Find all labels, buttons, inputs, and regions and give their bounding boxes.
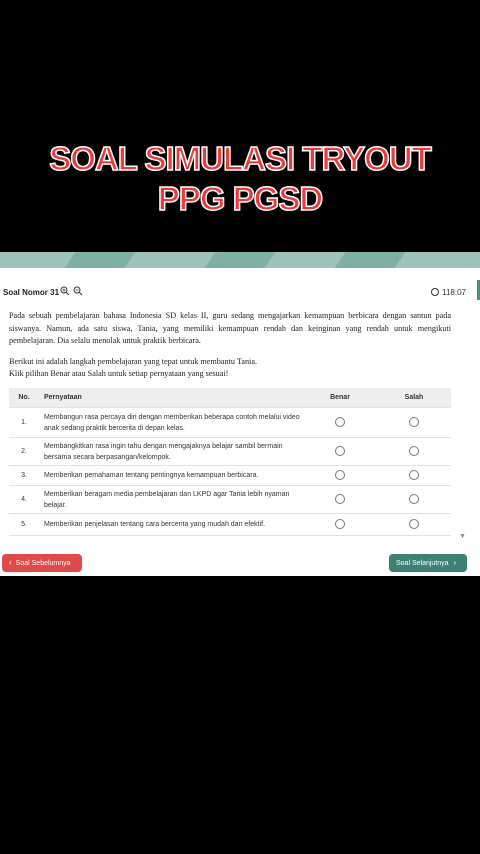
scroll-down-icon[interactable]: ▼ <box>459 533 466 540</box>
radio-benar[interactable] <box>335 494 345 504</box>
radio-salah[interactable] <box>409 519 419 529</box>
table-row <box>9 514 451 536</box>
radio-salah[interactable] <box>409 417 419 427</box>
question-toolbar <box>0 284 480 302</box>
question-panel <box>0 268 480 576</box>
radio-benar[interactable] <box>335 519 345 529</box>
row-number: 4. <box>9 486 39 514</box>
radio-salah[interactable] <box>409 470 419 480</box>
radio-benar[interactable] <box>335 470 345 480</box>
table-row <box>9 486 451 514</box>
row-number: 1. <box>9 408 39 438</box>
table-row <box>9 438 451 466</box>
row-statement: Memberikan pemahaman tentang pentingnya kemampuan berbicara. <box>39 466 303 486</box>
timer <box>431 288 466 297</box>
question-number: Soal Nomor 31 <box>3 288 60 297</box>
table-row <box>9 408 451 438</box>
table-row <box>9 466 451 486</box>
row-number: 5. <box>9 514 39 536</box>
question-prompt-1: Berikut ini adalah langkah pembelajaran yang tepat untuk membantu Tania. <box>9 356 258 366</box>
chevron-left-icon: ‹ <box>9 558 12 567</box>
question-paragraph: Pada sebuah pembelajaran bahasa Indonesia SD kelas II, guru sedang mengajarkan kemampuan berbicara dengan santun pada siswanya. Namun, ada satu siswa, Tania, yang memiliki kemampuan rendah dan keinginan yang rendah untuk mengikuti pembelajaran. Dia selalu menolak untuk praktik berbicara. <box>9 311 451 345</box>
header-benar: Benar <box>303 388 377 408</box>
clock-icon <box>431 288 439 296</box>
chevron-right-icon: › <box>453 558 457 567</box>
zoom-out-icon[interactable] <box>73 286 83 296</box>
row-statement: Memberikan penjelasan tentang cara bercerita yang mudah dan efektif. <box>39 514 303 536</box>
row-number: 3. <box>9 466 39 486</box>
row-statement: Memberikan beragam media pembelajaran dan LKPD agar Tania lebih nyaman belajar. <box>39 486 303 514</box>
radio-salah[interactable] <box>409 446 419 456</box>
overlay-title-line1: SOAL SIMULASI TRYOUT <box>49 140 431 177</box>
radio-benar[interactable] <box>335 446 345 456</box>
previous-question-button[interactable]: ‹ Soal Sebelumnya <box>2 554 82 572</box>
row-number: 2. <box>9 438 39 466</box>
header-statement: Pernyataan <box>39 388 303 408</box>
question-text <box>9 310 451 381</box>
header-no: No. <box>9 388 39 408</box>
zoom-in-icon[interactable] <box>60 286 70 296</box>
radio-salah[interactable] <box>409 494 419 504</box>
question-prompt-2: Klik pilihan Benar atau Salah untuk setiap pernyataan yang sesuai! <box>9 369 229 378</box>
header-salah: Salah <box>377 388 451 408</box>
row-statement: Membangkitkan rasa ingin tahu dengan mengajaknya belajar sambil bermain bersama secara berpasangan/kelompok. <box>39 438 303 466</box>
radio-benar[interactable] <box>335 417 345 427</box>
table-header-row <box>9 388 451 408</box>
timer-value: 118:07 <box>442 288 466 297</box>
next-question-button[interactable]: Soal Selanjutnya › <box>389 554 467 572</box>
header-band <box>0 252 480 268</box>
answer-table <box>9 388 451 536</box>
row-statement: Membangun rasa percaya diri dengan memberikan beberapa contoh melalui video anak sedang praktik bercerita di depan kelas. <box>39 408 303 438</box>
overlay-title-line2: PPG PGSD <box>157 180 323 217</box>
